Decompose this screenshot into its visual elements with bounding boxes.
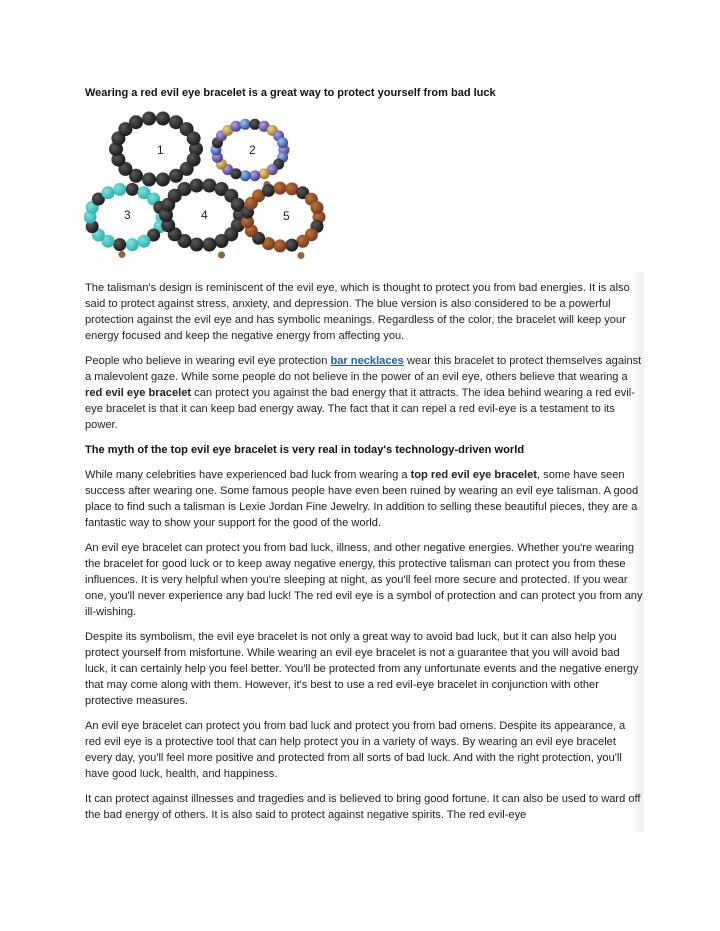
bead (285, 239, 298, 252)
article-body (84, 272, 644, 832)
paragraph-1: The talisman's design is reminiscent of the evil eye, which is thought to protect you from bad energies. It is also said to protect against stress, anxiety, and depression. The blue version is also considered to be a powerful protection against the evil eye and has symbolic meanings. Regardless of the color, the bracelet will keep your energy focused and keep the negative energy from affecting you. (85, 282, 630, 342)
bracelet-label-2: 2 (249, 143, 256, 157)
bead (126, 183, 139, 196)
paragraph-2-bold: red evil eye bracelet (85, 387, 192, 399)
paragraph-6: An evil eye bracelet can protect you from bad luck and protect you from bad omens. Despite its appearance, a red evil eye is a protective tool that can help protect you in a variety of ways. By wearing an evil eye bracelet every day, you'll feel more positive and protected from all sorts of bad luck. And with the right protection, you'll have good luck, health, and happiness. (85, 720, 626, 780)
bracelet-label-1: 1 (157, 143, 164, 157)
paragraph-3-bold: top red evil eye bracelet (410, 469, 537, 481)
bead (215, 234, 229, 248)
charm (298, 252, 305, 259)
bead (190, 179, 204, 193)
bead (190, 238, 204, 252)
paragraph-5: Despite its symbolism, the evil eye bracelet is not only a great way to avoid bad luck, but it can also help you protect yourself from misfortune. While wearing an evil eye bracelet is not a guarantee that you will avoid bad luck, it can certainly help you feel better. You'll be protected from any unfortunate events and the negative energy that may come along with them. However, it's best to use a red evil-eye bracelet in conjunction with other protective measures. (85, 631, 639, 707)
paragraph-3-text-b: , some have seen success after wearing one. Some famous people have even been ruined by wearing an evil eye talisman. A good place to find such a talisman is Lexie Jordan Fine Jewelry. In addition to selling these beautiful pieces, they are a fantastic way to show your support for the good of the world. (85, 469, 639, 529)
bead (259, 168, 270, 179)
bead (202, 179, 216, 193)
paragraph-7: It can protect against illnesses and tragedies and is believed to bring good fortune. It can also be used to ward off the bad energy of others. It is also said to protect against negative spirits. The red evil-eye (85, 793, 641, 821)
bead (169, 169, 183, 183)
bead (138, 235, 151, 248)
subheading: The myth of the top evil eye bracelet is very real in today's technology-driven world (85, 444, 525, 456)
bead (126, 238, 139, 251)
bead (249, 119, 260, 130)
bead (142, 112, 156, 126)
bracelet-label-3: 3 (124, 208, 131, 222)
bead (156, 173, 170, 187)
bead (187, 131, 201, 145)
bead (178, 182, 192, 196)
bead (113, 238, 126, 251)
paragraph-2-text-b: wear this bracelet to protect themselves against a malevolent gaze. While some people do not believe in the power of an evil eye, others believe that wearing a (85, 355, 642, 383)
bead (262, 184, 275, 197)
charm (119, 251, 126, 258)
paragraph-3 (85, 467, 644, 531)
bead (202, 238, 216, 252)
bead (142, 173, 156, 187)
bead (277, 137, 288, 148)
bead (274, 239, 287, 252)
document-heading: Wearing a red evil eye bracelet is a great way to protect yourself from bad luck (85, 87, 496, 99)
charm (218, 252, 225, 259)
bracelet-label-4: 4 (201, 208, 208, 222)
bead (156, 112, 170, 126)
bracelet-label-5: 5 (283, 209, 290, 223)
bar-necklaces-link[interactable]: bar necklaces (330, 355, 404, 367)
paragraph-2-text-a: People who believe in wearing evil eye protection (85, 355, 331, 367)
bead (230, 121, 241, 132)
bead (311, 201, 324, 214)
bead (274, 182, 287, 195)
bead (249, 170, 260, 181)
paragraph-2-text-c: can protect you against the bad energy that it attracts. The idea behind wearing a red evil-eye bracelet is that it can keep bad energy away. The fact that it can repel a red evil-eye is a testament to its power. (85, 387, 635, 431)
bracelets-illustration (84, 110, 336, 270)
paragraph-2 (85, 353, 644, 433)
bead (240, 170, 251, 181)
paragraph-4: An evil eye bracelet can protect you from bad luck, illness, and other negative energies. Whether you're wearing the bracelet for good luck or to keep away negative energy, this protective talisman can protect you from these influences. It is very helpful when you're sleeping at night, as you'll feel more secure and protected. If you wear one, you'll never experience any bad luck! The red evil eye is a symbol of protection and can protect you from any ill-wishing. (85, 542, 643, 618)
bead (102, 186, 115, 199)
bead (240, 119, 251, 130)
bracelet-1 (109, 112, 203, 194)
bracelet-photo (84, 110, 336, 270)
bead (129, 115, 143, 129)
paragraph-3-text-a: While many celebrities have experienced bad luck from wearing a (85, 469, 411, 481)
bead (113, 183, 126, 196)
